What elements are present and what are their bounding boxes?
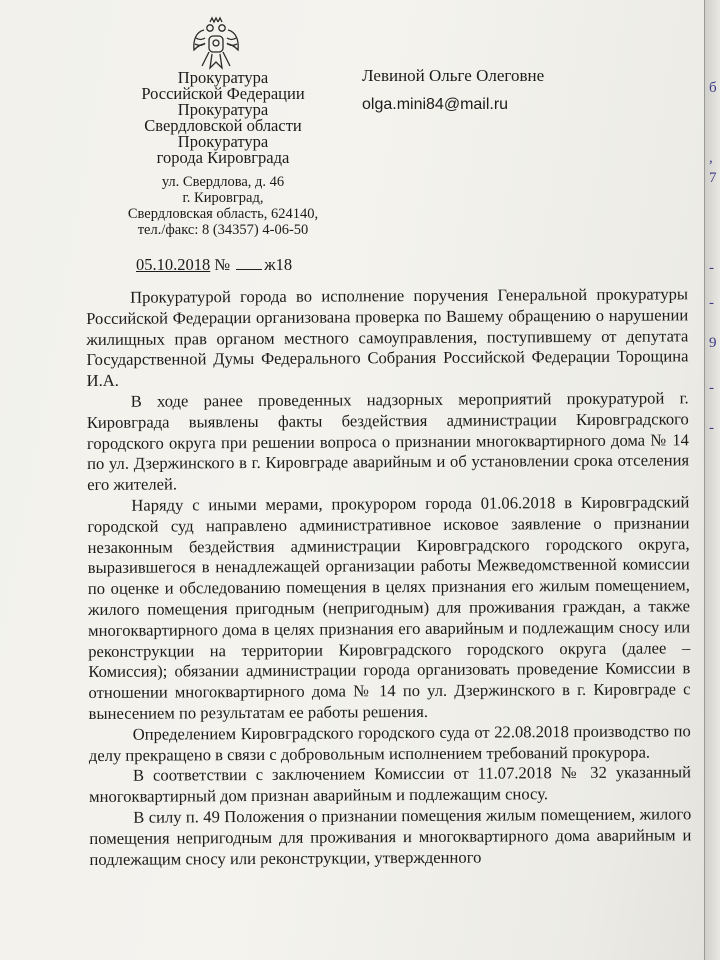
- document-reference: [136, 255, 292, 275]
- recipient-email: olga.mini84@mail.ru: [362, 96, 509, 113]
- authority-line: Свердловской области: [144, 116, 302, 135]
- document-number: ж18: [264, 255, 293, 274]
- number-blank-line: [236, 255, 262, 270]
- body-paragraph: Прокуратурой города во исполнение поручения Генеральной прокуратуры Российской Федерации организована проверка по Вашему обращению о нарушении жилищных прав органом местного самоуправления, поступившему от депутата Государственной Думы Федерального Собрания Российской Федерации Торощина И.А.: [86, 284, 689, 391]
- margin-mark: -: [709, 420, 714, 436]
- authority-line: Прокуратура: [177, 100, 269, 119]
- document-date: 05.10.2018: [136, 255, 211, 274]
- body-paragraph: Определением Кировградского городского суда от 22.08.2018 производство по делу прекращено в связи с добровольным исполнением требований прокурора.: [88, 721, 691, 765]
- coat-of-arms-emblem: [190, 16, 242, 72]
- address-block: [108, 174, 338, 238]
- margin-mark: 9: [709, 335, 717, 351]
- body-paragraph: В силу п. 49 Положения о признании помещения жилым помещением, жилого помещения непригодным для проживания и многоквартирного дома аварийным и подлежащим сносу или реконструкции, утвержденного: [89, 804, 692, 869]
- margin-mark: -: [709, 295, 714, 311]
- body-paragraph: Наряду с иными мерами, прокурором города 01.06.2018 в Кировградский городской суд направлено административное исковое заявление о признании незаконным бездействия администрации Кировградского городского округа, выразившегося в ненадлежащей организации работы Межведомственной комиссии по оценке и обследованию помещения в целях признания его жилым помещением, жилого помещения пригодным (непригодным) для проживания граждан, а также многоквартирного дома в целях признания его аварийным и подлежащим сносу или реконструкции на территории Кировградского городского округа (далее – Комиссия); обязании администрации города организовать проведение Комиссии в отношении многоквартирного дома № 14 по ул. Дзержинского в г. Кировграде с вынесением по результатам ее работы решения.: [87, 492, 691, 723]
- margin-mark: 7: [709, 170, 717, 186]
- recipient-block: [362, 66, 544, 115]
- address-line: Свердловская область, 624140,: [127, 206, 319, 222]
- letter-body: [86, 284, 692, 870]
- margin-mark: -: [709, 260, 714, 276]
- address-line: ул. Свердлова, д. 46: [161, 174, 285, 190]
- authority-line: Российской Федерации: [141, 84, 305, 103]
- body-paragraph: В соответствии с заключением Комиссии от 11.07.2018 № 32 указанный многоквартирный дом признан аварийным и подлежащим сносу.: [89, 762, 692, 807]
- authority-line: города Кировграда: [156, 148, 290, 167]
- authority-block: [118, 70, 328, 166]
- authority-line: Прокуратура: [177, 68, 269, 87]
- authority-line: Прокуратура: [177, 132, 269, 151]
- recipient-name: Левиной Ольге Олеговне: [362, 66, 545, 85]
- margin-mark: ,: [709, 150, 713, 166]
- address-line: г. Кировград,: [182, 190, 264, 206]
- number-sign: №: [214, 255, 231, 274]
- address-line: тел./факс: 8 (34357) 4-06-50: [137, 222, 309, 238]
- body-paragraph: В ходе ранее проведенных надзорных мероприятий прокуратурой г. Кировграда выявлены факты бездействия администрации Кировградского городского округа при решении вопроса о признании многоквартирного дома № 14 по ул. Дзержинского в г. Кировграде аварийным и об установлении срока отселения его жителей.: [86, 388, 690, 495]
- margin-mark: -: [709, 380, 714, 396]
- underlying-page-edge: [704, 0, 720, 960]
- margin-mark: б: [709, 80, 717, 96]
